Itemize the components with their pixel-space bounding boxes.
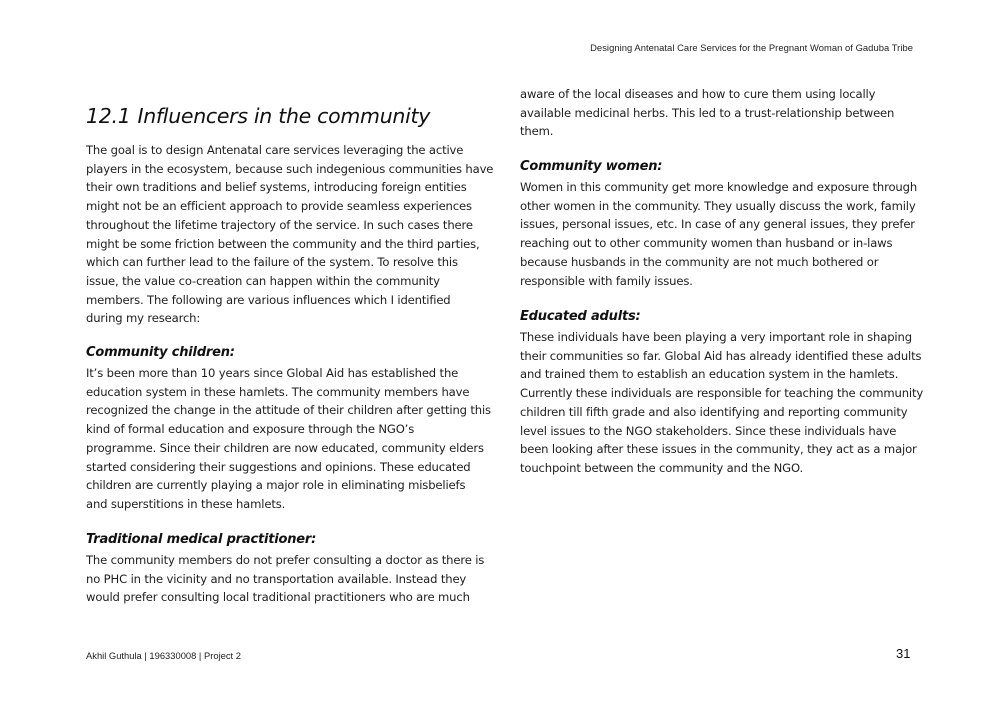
text-line: their communities so far. Global Aid has already identified these adults <box>520 348 922 363</box>
text-line: education system in these hamlets. The community members have <box>86 384 470 399</box>
paragraph-community-children <box>86 364 491 514</box>
text-line: started considering their suggestions and opinions. These educated <box>86 459 471 474</box>
text-line: because husbands in the community are not much bothered or <box>520 254 879 269</box>
text-line: their own traditions and belief systems, introducing foreign entities <box>86 180 467 195</box>
text-line: recognized the change in the attitude of their children after getting this <box>86 403 491 418</box>
paragraph-traditional-medical-practitioner <box>86 551 484 607</box>
text-line: reaching out to other community women than husband or in-laws <box>520 236 893 251</box>
subheading-community-women: Community women: <box>520 159 663 174</box>
text-line: might be some friction between the community and the third parties, <box>86 236 480 251</box>
text-line: no PHC in the vicinity and no transportation available. Instead they <box>86 571 467 586</box>
running-header: Designing Antenatal Care Services for the Pregnant Woman of Gaduba Tribe <box>590 42 913 53</box>
paragraph-community-women <box>520 178 917 290</box>
text-line: Women in this community get more knowledge and exposure through <box>520 180 918 194</box>
text-line: members. The following are various influences which I identified <box>86 292 451 307</box>
text-line: been looking after these issues in the community, they act as a major <box>520 442 917 457</box>
text-line: touchpoint between the community and the NGO. <box>520 460 804 475</box>
subheading-traditional-medical-practitioner: Traditional medical practitioner: <box>86 532 317 547</box>
text-line: children till fifth grade and also identifying and reporting community <box>520 404 908 419</box>
text-line: These individuals have been playing a very important role in shaping <box>520 330 912 344</box>
paragraph-educated-adults <box>520 328 923 478</box>
text-line: during my research: <box>86 311 201 326</box>
section-title <box>86 104 430 128</box>
text-line: which can further lead to the failure of the system. To resolve this <box>86 255 458 270</box>
text-line: Currently these individuals are responsible for teaching the community <box>520 386 924 401</box>
text-line: The community members do not prefer consulting a doctor as there is <box>86 553 485 567</box>
section-number: 12.1 <box>86 104 131 128</box>
text-line: issues, personal issues, etc. In case of any general issues, they prefer <box>520 217 915 232</box>
subheading-community-children: Community children: <box>86 345 235 360</box>
text-line: other women in the community. They usually discuss the work, family <box>520 198 916 213</box>
page-number: 31 <box>896 646 911 661</box>
text-line: and trained them to establish an education system in the hamlets. <box>520 367 899 382</box>
text-line: level issues to the NGO stakeholders. Since these individuals have <box>520 423 897 438</box>
text-line: available medicinal herbs. This led to a trust-relationship between <box>520 105 895 120</box>
text-line: responsible with family issues. <box>520 273 693 288</box>
text-line: programme. Since their children are now educated, community elders <box>86 440 484 455</box>
section-title-text: Influencers in the community <box>137 104 431 128</box>
text-line: them. <box>520 124 554 139</box>
subheading-educated-adults: Educated adults: <box>520 309 641 324</box>
text-line: It’s been more than 10 years since Global Aid has established the <box>86 366 459 380</box>
text-line: aware of the local diseases and how to cure them using locally <box>520 87 876 101</box>
paragraph-traditional-medical-practitioner-continued <box>520 85 894 141</box>
text-line: and superstitions in these hamlets. <box>86 496 286 511</box>
text-line: The goal is to design Antenatal care services leveraging the active <box>86 143 464 157</box>
intro-paragraph <box>86 141 493 328</box>
text-line: children are currently playing a major role in eliminating misbeliefs <box>86 478 466 493</box>
text-line: would prefer consulting local traditional practitioners who are much <box>86 590 470 605</box>
text-line: players in the ecosystem, because such indegenious communities have <box>86 161 494 176</box>
footer-author-line: Akhil Guthula | 196330008 | Project 2 <box>86 650 241 661</box>
text-line: issue, the value co-creation can happen within the community <box>86 273 440 288</box>
text-line: kind of formal education and exposure through the NGO’s <box>86 422 415 437</box>
text-line: might not be an efficient approach to provide seamless experiences <box>86 199 472 214</box>
text-line: throughout the lifetime trajectory of the service. In such cases there <box>86 217 473 232</box>
